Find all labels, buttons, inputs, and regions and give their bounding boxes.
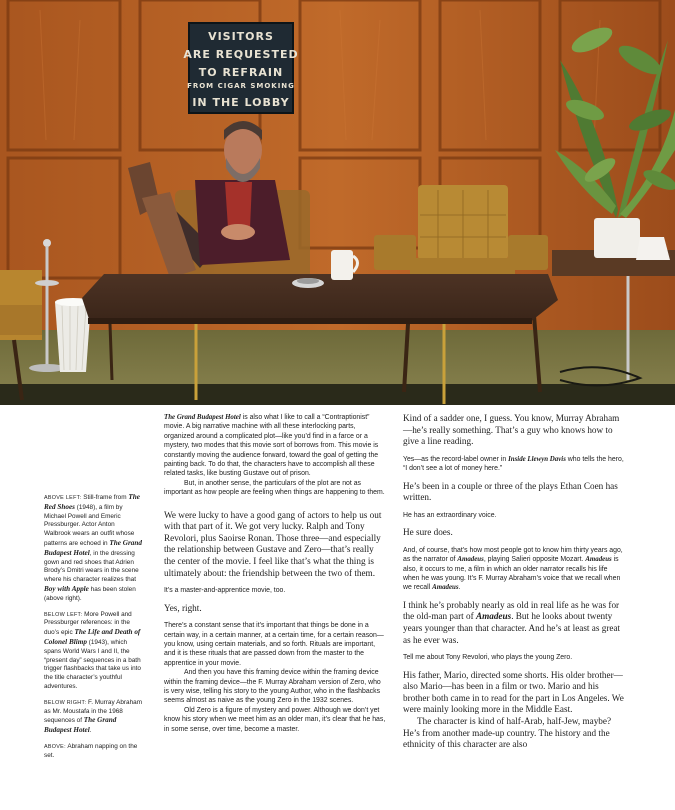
caption-column	[44, 493, 142, 768]
answer-paragraph: I think he’s probably nearly as old in real life as he was for the old-man part of Amadeus. But he looks about twenty years younger than that character. And he’s at least as great as he ever was.	[403, 599, 621, 645]
answer-paragraph: The character is kind of half-Arab, half-Jew, maybe? He’s from another made-up country. The history and the ethnicity of this character are also	[403, 715, 612, 750]
question-paragraph: But, in another sense, the particulars of the plot are not as important as how people are feeling when things are happening to them.	[164, 479, 385, 497]
question-paragraph: Tell me about Tony Revolori, who plays the young Zero.	[403, 654, 573, 662]
caption-above: ABOVE: Abraham napping on the set.	[44, 742, 138, 759]
answer-paragraph: We were lucky to have a good gang of actors to help us out with that part of it. We got very lucky. Ralph and Tony Revolori, plus Saoirse Ronan. Those three—and especially the relationship between Gustave and Zero—that’s really the center of the movie. I feel like that’s what the thing is ultimately about: the friendship between the two of them.	[164, 509, 382, 578]
caption-above-left: ABOVE LEFT: Still-frame from The Red Shoes (1948), a film by Michael Powell and Emeric Pressburger. Actor Anton Walbrook wears an outfit whose patterns are echoed in The Grand Budapest Hotel, in the dressing gown and red shoes that Adrien Brody’s Dmitri wears in the scene where his character realizes that Boy with Apple has been stolen (above right).	[44, 493, 142, 602]
caption-below-left: BELOW LEFT: More Powell and Pressburger references: in the duo’s epic The Life and Death of Colonel Blimp (1943), which spans World Wars I and II, the “present day” sequences in a bath trigger flashbacks that take us into the title character’s youthful adventures.	[44, 610, 141, 690]
wastebasket	[55, 298, 91, 372]
question-paragraph: Old Zero is a figure of mystery and power. Although we don’t yet know his story when we meet him as an older man, it’s clear that he has, in some sense, over time, become a master.	[164, 706, 386, 733]
answer-paragraph: He sure does.	[403, 527, 453, 538]
interview-column-left	[164, 413, 386, 734]
question-paragraph: And then you have this framing device within the framing device within the framing device—the F. Murray Abraham version of Zero, who is very wise, telling his story to the young Author, who in the flashbacks seems almost as naive as the young Zero in the 1932 scenes.	[164, 669, 381, 705]
question-paragraph: There’s a constant sense that it’s important that things be done in a certain way, in a certain manner, at a certain time, for a certain reason—you know, using certain materials, and so forth. Rituals are important, and it is these rituals that are passed down from the master to the apprentice in your movie.	[164, 622, 384, 667]
answer-paragraph: He’s been in a couple or three of the plays Ethan Coen has written.	[403, 480, 618, 503]
question-paragraph: And, of course, that’s how most people got to know him thirty years ago, as the narrator of Amadeus, playing Salieri opposite Mozart. Amadeus is also, it occurs to me, a film in which an older narrator recalls his life when he was young. It’s F. Murray Abraham’s voice that we recall when we recall Amadeus.	[403, 546, 623, 592]
question-paragraph: He has an extraordinary voice.	[403, 511, 497, 519]
sign-line-1: VISITORS	[208, 30, 274, 43]
answer-paragraph: Yes, right.	[164, 602, 202, 613]
caption-below-right: BELOW RIGHT: F. Murray Abraham as Mr. Moustafa in the 1968 sequences of The Grand Budapest Hotel.	[44, 698, 143, 735]
sign-line-4: FROM CIGAR SMOKING	[187, 82, 295, 90]
answer-paragraph: His father, Mario, directed some shorts. His older brother—also Mario—has been in a film or two. Mario and his brother both came in to read for the part in Los Angeles. We were mainly looking more in the Middle East.	[403, 669, 624, 715]
sign-line-3: TO REFRAIN	[198, 66, 284, 79]
ashtray	[292, 278, 324, 288]
question-paragraph: Yes—as the record-label owner in Inside Llewyn Davis who tells the hero, “I don’t see a lot of money here.”	[403, 455, 624, 473]
sign-line-5: IN THE LOBBY	[192, 96, 290, 109]
sign-line-2: ARE REQUESTED	[183, 48, 299, 61]
question-paragraph: The Grand Budapest Hotel is also what I like to call a “Contraptionist” movie. A big narrative machine with all these interlocking parts, organized around a complicated plot—like you’d find in a farce or a mystery, two modes that this movie sort of borrows from. This movie is constantly moving the audience forward, toward the goal of getting the painting back. To do that, the characters have to accomplish all these related tasks, like busting Gustave out of prison.	[164, 414, 379, 478]
question-paragraph: It’s a master-and-apprentice movie, too.	[164, 587, 286, 595]
lobby-sign	[183, 23, 298, 113]
interview-column-right	[403, 413, 625, 751]
answer-paragraph: Kind of a sadder one, I guess. You know, Murray Abraham—he’s really something. That’s a guy who knows how to give a line reading.	[403, 413, 620, 447]
